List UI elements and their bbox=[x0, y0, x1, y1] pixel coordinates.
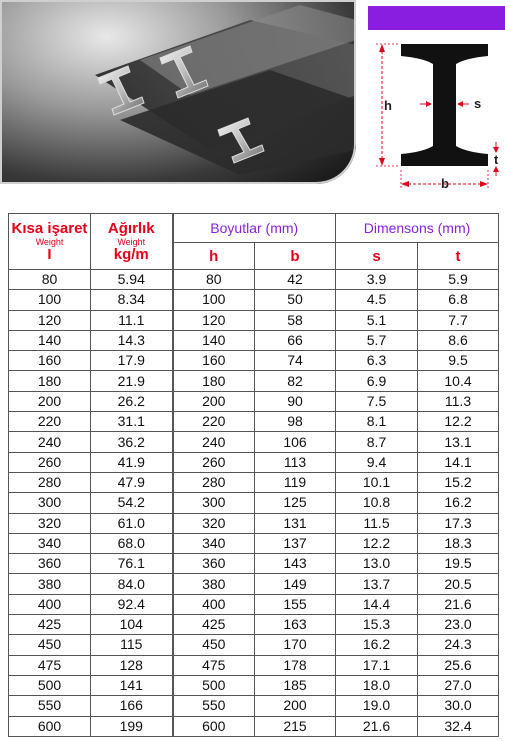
cell-t: 23.0 bbox=[418, 615, 499, 635]
diagram-label-b: b bbox=[441, 176, 449, 191]
cell-mark: 320 bbox=[9, 513, 91, 533]
cell-h: 425 bbox=[173, 615, 255, 635]
table-row bbox=[9, 635, 499, 655]
cell-s: 21.6 bbox=[336, 716, 418, 736]
cell-t: 17.3 bbox=[418, 513, 499, 533]
cell-t: 24.3 bbox=[418, 635, 499, 655]
cell-weight: 104 bbox=[91, 615, 173, 635]
diagram-label-s: s bbox=[474, 96, 482, 111]
header-t: t bbox=[418, 243, 499, 270]
cell-b: 113 bbox=[255, 452, 336, 472]
header-b: b bbox=[255, 243, 336, 270]
table-row bbox=[9, 330, 499, 350]
table-row bbox=[9, 574, 499, 594]
table-row bbox=[9, 493, 499, 513]
cell-s: 13.0 bbox=[336, 554, 418, 574]
header-s: s bbox=[336, 243, 418, 270]
cell-t: 20.5 bbox=[418, 574, 499, 594]
cell-h: 80 bbox=[173, 270, 255, 290]
cell-weight: 26.2 bbox=[91, 391, 173, 411]
cell-weight: 199 bbox=[91, 716, 173, 736]
ipn-spec-table bbox=[8, 213, 499, 737]
cell-mark: 140 bbox=[9, 330, 91, 350]
cell-t: 16.2 bbox=[418, 493, 499, 513]
cell-b: 125 bbox=[255, 493, 336, 513]
cell-weight: 54.2 bbox=[91, 493, 173, 513]
i-beam-diagram bbox=[368, 34, 505, 194]
cell-b: 66 bbox=[255, 330, 336, 350]
table-row bbox=[9, 391, 499, 411]
cell-b: 82 bbox=[255, 371, 336, 391]
header-weight bbox=[91, 214, 173, 270]
cell-h: 360 bbox=[173, 554, 255, 574]
cell-s: 15.3 bbox=[336, 615, 418, 635]
table-row bbox=[9, 452, 499, 472]
cell-weight: 21.9 bbox=[91, 371, 173, 391]
cell-mark: 280 bbox=[9, 472, 91, 492]
cell-t: 14.1 bbox=[418, 452, 499, 472]
cell-weight: 92.4 bbox=[91, 594, 173, 614]
cell-mark: 475 bbox=[9, 655, 91, 675]
cell-h: 300 bbox=[173, 493, 255, 513]
cell-h: 340 bbox=[173, 533, 255, 553]
cell-h: 550 bbox=[173, 696, 255, 716]
cell-s: 5.7 bbox=[336, 330, 418, 350]
cell-mark: 220 bbox=[9, 412, 91, 432]
cell-weight: 31.1 bbox=[91, 412, 173, 432]
cell-mark: 260 bbox=[9, 452, 91, 472]
cell-h: 200 bbox=[173, 391, 255, 411]
cell-h: 475 bbox=[173, 655, 255, 675]
cell-s: 4.5 bbox=[336, 290, 418, 310]
cell-weight: 115 bbox=[91, 635, 173, 655]
cell-b: 42 bbox=[255, 270, 336, 290]
cell-weight: 141 bbox=[91, 675, 173, 695]
cell-mark: 80 bbox=[9, 270, 91, 290]
cell-t: 27.0 bbox=[418, 675, 499, 695]
cell-h: 500 bbox=[173, 675, 255, 695]
table-row bbox=[9, 696, 499, 716]
cell-weight: 5.94 bbox=[91, 270, 173, 290]
cell-s: 10.1 bbox=[336, 472, 418, 492]
cell-mark: 340 bbox=[9, 533, 91, 553]
cell-weight: 76.1 bbox=[91, 554, 173, 574]
cell-b: 106 bbox=[255, 432, 336, 452]
header-short-mark-unit: I bbox=[47, 245, 52, 263]
cell-mark: 180 bbox=[9, 371, 91, 391]
cell-mark: 600 bbox=[9, 716, 91, 736]
header-weight-unit: kg/m bbox=[113, 245, 149, 263]
cell-weight: 41.9 bbox=[91, 452, 173, 472]
cell-t: 21.6 bbox=[418, 594, 499, 614]
cell-weight: 17.9 bbox=[91, 351, 173, 371]
cell-mark: 450 bbox=[9, 635, 91, 655]
cell-s: 6.9 bbox=[336, 371, 418, 391]
cell-mark: 160 bbox=[9, 351, 91, 371]
cell-weight: 166 bbox=[91, 696, 173, 716]
cell-t: 19.5 bbox=[418, 554, 499, 574]
cell-mark: 100 bbox=[9, 290, 91, 310]
cell-t: 5.9 bbox=[418, 270, 499, 290]
i-beam-cross-section bbox=[368, 34, 505, 194]
cell-weight: 47.9 bbox=[91, 472, 173, 492]
cell-mark: 550 bbox=[9, 696, 91, 716]
cell-t: 7.7 bbox=[418, 310, 499, 330]
cell-s: 16.2 bbox=[336, 635, 418, 655]
cell-weight: 68.0 bbox=[91, 533, 173, 553]
cell-mark: 380 bbox=[9, 574, 91, 594]
cell-mark: 120 bbox=[9, 310, 91, 330]
table-row bbox=[9, 655, 499, 675]
cell-s: 17.1 bbox=[336, 655, 418, 675]
cell-s: 5.1 bbox=[336, 310, 418, 330]
cell-h: 320 bbox=[173, 513, 255, 533]
cell-h: 100 bbox=[173, 290, 255, 310]
cell-t: 25.6 bbox=[418, 655, 499, 675]
cell-t: 6.8 bbox=[418, 290, 499, 310]
cell-s: 6.3 bbox=[336, 351, 418, 371]
cell-mark: 300 bbox=[9, 493, 91, 513]
cell-b: 58 bbox=[255, 310, 336, 330]
header-short-mark bbox=[9, 214, 91, 270]
cell-h: 280 bbox=[173, 472, 255, 492]
cell-b: 215 bbox=[255, 716, 336, 736]
cell-t: 13.1 bbox=[418, 432, 499, 452]
cell-s: 11.5 bbox=[336, 513, 418, 533]
cell-t: 9.5 bbox=[418, 351, 499, 371]
cell-s: 12.2 bbox=[336, 533, 418, 553]
cell-h: 240 bbox=[173, 432, 255, 452]
header-weight-title: Ağırlık bbox=[107, 219, 155, 237]
cell-h: 180 bbox=[173, 371, 255, 391]
cell-mark: 400 bbox=[9, 594, 91, 614]
cell-mark: 360 bbox=[9, 554, 91, 574]
cell-b: 119 bbox=[255, 472, 336, 492]
cell-b: 74 bbox=[255, 351, 336, 371]
table-row bbox=[9, 472, 499, 492]
cell-b: 178 bbox=[255, 655, 336, 675]
table-row bbox=[9, 412, 499, 432]
cell-s: 13.7 bbox=[336, 574, 418, 594]
cell-s: 9.4 bbox=[336, 452, 418, 472]
diagram-label-h: h bbox=[384, 98, 392, 113]
header-group-boyutlar: Boyutlar (mm) bbox=[173, 214, 336, 243]
cell-mark: 240 bbox=[9, 432, 91, 452]
cell-h: 220 bbox=[173, 412, 255, 432]
cell-s: 8.1 bbox=[336, 412, 418, 432]
table-row bbox=[9, 533, 499, 553]
cell-b: 143 bbox=[255, 554, 336, 574]
cell-h: 380 bbox=[173, 574, 255, 594]
cell-h: 160 bbox=[173, 351, 255, 371]
cell-s: 19.0 bbox=[336, 696, 418, 716]
diagram-label-t: t bbox=[494, 152, 499, 167]
cell-weight: 84.0 bbox=[91, 574, 173, 594]
cell-h: 260 bbox=[173, 452, 255, 472]
header-group-dimensons: Dimensons (mm) bbox=[336, 214, 499, 243]
cell-h: 140 bbox=[173, 330, 255, 350]
cell-b: 185 bbox=[255, 675, 336, 695]
table-row bbox=[9, 432, 499, 452]
cell-s: 8.7 bbox=[336, 432, 418, 452]
table-row bbox=[9, 513, 499, 533]
cell-t: 12.2 bbox=[418, 412, 499, 432]
cell-b: 137 bbox=[255, 533, 336, 553]
table-row bbox=[9, 615, 499, 635]
cell-t: 15.2 bbox=[418, 472, 499, 492]
table-row bbox=[9, 594, 499, 614]
table-row bbox=[9, 371, 499, 391]
cell-t: 30.0 bbox=[418, 696, 499, 716]
cell-s: 10.8 bbox=[336, 493, 418, 513]
table-row bbox=[9, 554, 499, 574]
cell-weight: 8.34 bbox=[91, 290, 173, 310]
accent-bar bbox=[368, 6, 505, 30]
cell-t: 11.3 bbox=[418, 391, 499, 411]
cell-b: 149 bbox=[255, 574, 336, 594]
header-weight-sub: Weight bbox=[117, 236, 146, 247]
cell-weight: 128 bbox=[91, 655, 173, 675]
cell-weight: 11.1 bbox=[91, 310, 173, 330]
table-row bbox=[9, 310, 499, 330]
cell-b: 200 bbox=[255, 696, 336, 716]
cell-weight: 61.0 bbox=[91, 513, 173, 533]
cell-b: 155 bbox=[255, 594, 336, 614]
spec-table-body bbox=[9, 270, 499, 737]
cell-b: 98 bbox=[255, 412, 336, 432]
cell-b: 170 bbox=[255, 635, 336, 655]
cell-b: 131 bbox=[255, 513, 336, 533]
cell-h: 450 bbox=[173, 635, 255, 655]
header-h: h bbox=[173, 243, 255, 270]
cell-weight: 36.2 bbox=[91, 432, 173, 452]
cell-weight: 14.3 bbox=[91, 330, 173, 350]
table-row bbox=[9, 270, 499, 290]
cell-mark: 425 bbox=[9, 615, 91, 635]
cell-t: 8.6 bbox=[418, 330, 499, 350]
header-short-mark-title: Kısa işaret bbox=[11, 219, 88, 237]
header-short-mark-sub: Weight bbox=[35, 236, 64, 247]
cell-h: 120 bbox=[173, 310, 255, 330]
cell-mark: 200 bbox=[9, 391, 91, 411]
photo-frame bbox=[0, 0, 356, 184]
cell-b: 50 bbox=[255, 290, 336, 310]
cell-s: 7.5 bbox=[336, 391, 418, 411]
cell-t: 18.3 bbox=[418, 533, 499, 553]
cell-b: 90 bbox=[255, 391, 336, 411]
cell-s: 18.0 bbox=[336, 675, 418, 695]
cell-t: 10.4 bbox=[418, 371, 499, 391]
cell-mark: 500 bbox=[9, 675, 91, 695]
cell-b: 163 bbox=[255, 615, 336, 635]
table-row bbox=[9, 290, 499, 310]
cell-h: 600 bbox=[173, 716, 255, 736]
beam-photo bbox=[0, 0, 356, 184]
table-row bbox=[9, 351, 499, 371]
cell-t: 32.4 bbox=[418, 716, 499, 736]
cell-h: 400 bbox=[173, 594, 255, 614]
table-row bbox=[9, 716, 499, 736]
table-row bbox=[9, 675, 499, 695]
cell-s: 3.9 bbox=[336, 270, 418, 290]
cell-s: 14.4 bbox=[336, 594, 418, 614]
